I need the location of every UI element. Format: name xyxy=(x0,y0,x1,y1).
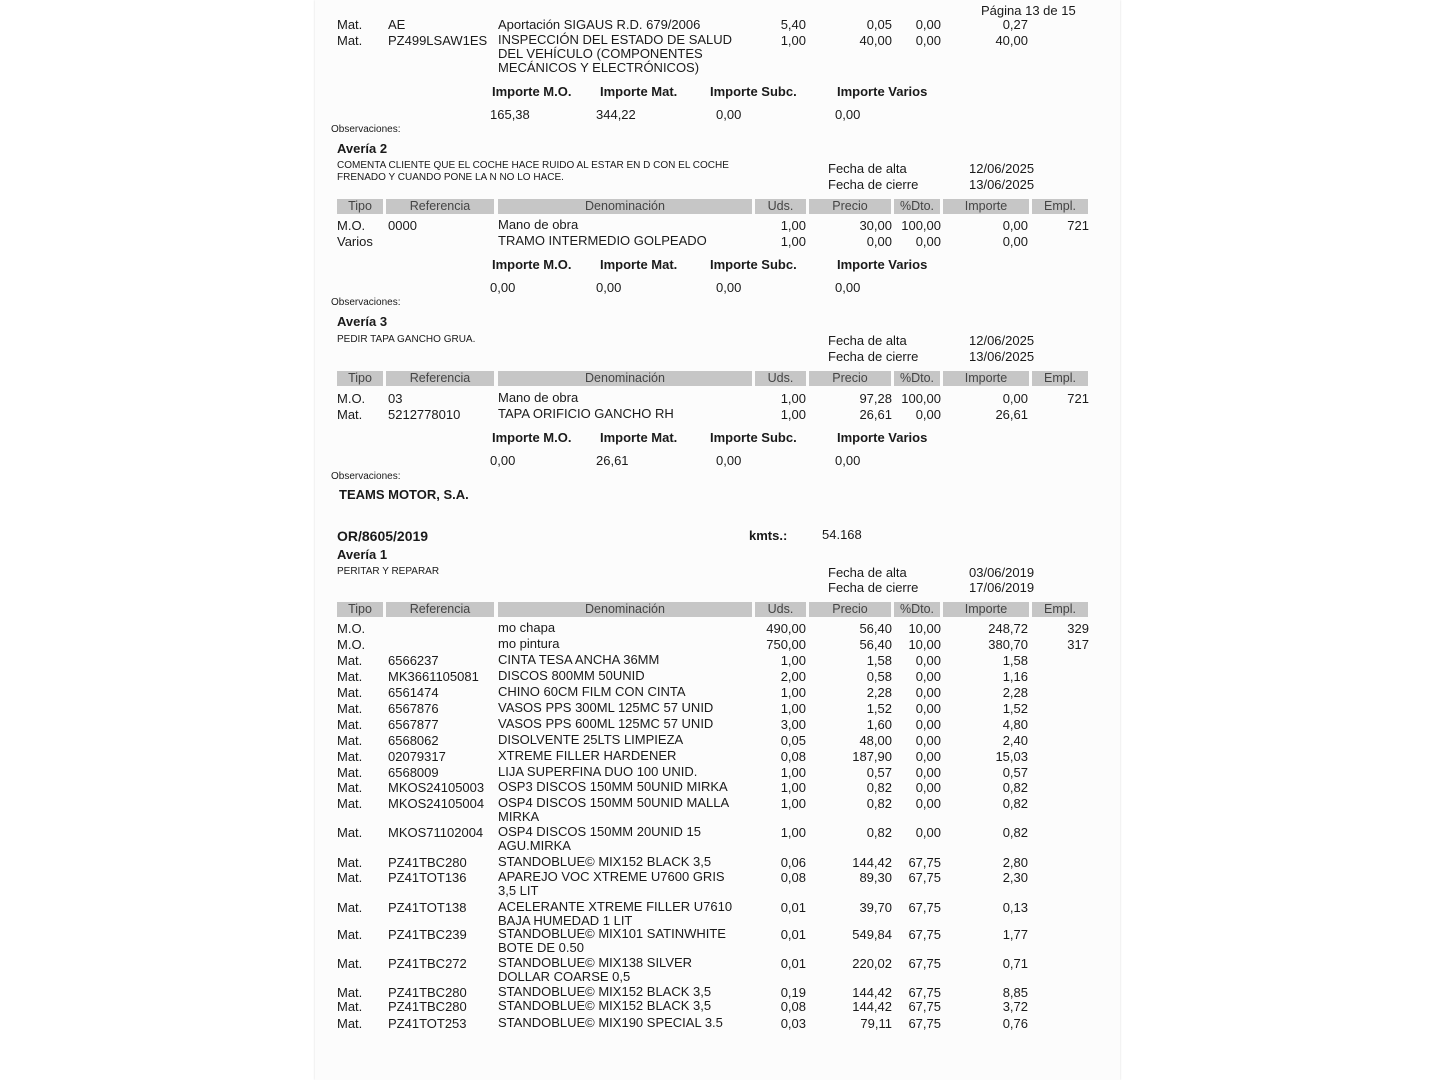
totals-varios-value: 0,00 xyxy=(835,453,861,468)
row-empl: 721 xyxy=(1067,218,1089,233)
row-uds: 0,01 xyxy=(780,900,806,915)
row-uds: 750,00 xyxy=(766,637,806,652)
row-uds: 1,00 xyxy=(780,825,806,840)
row-dto: 0,00 xyxy=(915,780,941,795)
row-uds: 0,01 xyxy=(780,956,806,971)
row-uds: 1,00 xyxy=(780,653,806,668)
row-empl: 329 xyxy=(1067,621,1089,636)
row-precio: 144,42 xyxy=(852,855,892,870)
totals-mo-value: 165,38 xyxy=(490,107,530,122)
row-tipo: Mat. xyxy=(337,796,363,811)
row-den: Aportación SIGAUS R.D. 679/2006 xyxy=(498,17,701,32)
row-den: APAREJO VOC XTREME U7600 GRIS 3,5 LIT xyxy=(498,869,725,898)
row-tipo: Mat. xyxy=(337,17,363,32)
row-importe: 26,61 xyxy=(995,407,1028,422)
row-dto: 0,00 xyxy=(915,701,941,716)
header-label-den: Denominación xyxy=(585,602,665,616)
row-importe: 1,58 xyxy=(1002,653,1028,668)
row-precio: 0,00 xyxy=(866,234,892,249)
row-dto: 67,75 xyxy=(908,870,941,885)
row-den: STANDOBLUE© MIX190 SPECIAL 3.5 xyxy=(498,1015,723,1030)
totals-varios-label: Importe Varios xyxy=(837,84,928,99)
row-tipo: Mat. xyxy=(337,780,363,795)
totals-subc-value: 0,00 xyxy=(716,107,742,122)
row-precio: 0,82 xyxy=(866,825,892,840)
averia-title: Avería 1 xyxy=(337,547,388,562)
fecha-alta-label: Fecha de alta xyxy=(828,333,907,348)
observaciones-label: Observaciones: xyxy=(331,124,401,135)
row-tipo: Mat. xyxy=(337,701,363,716)
fecha-cierre-value: 13/06/2025 xyxy=(969,177,1035,192)
row-tipo: Varios xyxy=(337,234,373,249)
row-dto: 0,00 xyxy=(915,653,941,668)
averia-title: Avería 2 xyxy=(337,141,388,156)
header-label-tipo: Tipo xyxy=(348,371,372,385)
fecha-alta-label: Fecha de alta xyxy=(828,161,907,176)
row-den: VASOS PPS 300ML 125MC 57 UNID xyxy=(498,700,714,715)
row-ref: 03 xyxy=(388,391,403,406)
row-dto: 67,75 xyxy=(908,985,941,1000)
row-importe: 0,82 xyxy=(1002,796,1028,811)
header-label-dto: %Dto. xyxy=(899,371,935,385)
row-uds: 1,00 xyxy=(780,218,806,233)
totals-mat-value: 26,61 xyxy=(596,453,629,468)
row-uds: 1,00 xyxy=(780,407,806,422)
row-dto: 0,00 xyxy=(915,17,941,32)
fecha-cierre-value: 17/06/2019 xyxy=(969,580,1035,595)
row-dto: 0,00 xyxy=(915,796,941,811)
row-importe: 1,52 xyxy=(1002,701,1028,716)
totals-varios-value: 0,00 xyxy=(835,107,861,122)
row-importe: 2,40 xyxy=(1002,733,1028,748)
row-importe: 0,13 xyxy=(1002,900,1028,915)
row-importe: 0,71 xyxy=(1002,956,1028,971)
fecha-cierre-label: Fecha de cierre xyxy=(828,349,919,364)
row-precio: 48,00 xyxy=(859,733,892,748)
row-dto: 67,75 xyxy=(908,927,941,942)
totals-mat-label: Importe Mat. xyxy=(600,430,678,445)
row-tipo: Mat. xyxy=(337,717,363,732)
row-precio: 56,40 xyxy=(859,621,892,636)
row-precio: 187,90 xyxy=(852,749,892,764)
header-label-ref: Referencia xyxy=(409,199,471,213)
totals-subc-label: Importe Subc. xyxy=(710,430,797,445)
row-den: LIJA SUPERFINA DUO 100 UNID. xyxy=(498,764,698,779)
row-den: STANDOBLUE© MIX101 SATINWHITE BOTE DE 0.50 xyxy=(498,926,726,955)
row-uds: 0,08 xyxy=(780,749,806,764)
row-tipo: M.O. xyxy=(337,218,366,233)
totals-varios-value: 0,00 xyxy=(835,280,861,295)
row-precio: 89,30 xyxy=(859,870,892,885)
row-den: Mano de obra xyxy=(498,390,579,405)
row-ref: PZ41TBC280 xyxy=(388,985,467,1000)
row-dto: 10,00 xyxy=(908,637,941,652)
row-dto: 0,00 xyxy=(915,749,941,764)
row-ref: 6567877 xyxy=(388,717,439,732)
row-tipo: Mat. xyxy=(337,653,363,668)
row-dto: 67,75 xyxy=(908,1016,941,1031)
row-uds: 2,00 xyxy=(780,669,806,684)
totals-varios-label: Importe Varios xyxy=(837,257,928,272)
row-den: mo chapa xyxy=(498,620,556,635)
row-tipo: M.O. xyxy=(337,391,366,406)
row-importe: 0,57 xyxy=(1002,765,1028,780)
row-uds: 1,00 xyxy=(780,701,806,716)
row-den: CINTA TESA ANCHA 36MM xyxy=(498,652,660,667)
averia-description: PEDIR TAPA GANCHO GRUA. xyxy=(337,334,476,345)
fecha-cierre-value: 13/06/2025 xyxy=(969,349,1035,364)
row-precio: 0,82 xyxy=(866,796,892,811)
row-precio: 0,82 xyxy=(866,780,892,795)
row-ref: 6566237 xyxy=(388,653,439,668)
row-tipo: Mat. xyxy=(337,985,363,1000)
row-den: STANDOBLUE© MIX138 SILVER DOLLAR COARSE 0,5 xyxy=(498,955,693,984)
row-den: STANDOBLUE© MIX152 BLACK 3,5 xyxy=(498,984,712,999)
row-dto: 0,00 xyxy=(915,685,941,700)
row-tipo: Mat. xyxy=(337,669,363,684)
row-importe: 1,16 xyxy=(1002,669,1028,684)
row-uds: 0,05 xyxy=(780,733,806,748)
header-label-importe: Importe xyxy=(964,602,1008,616)
averia-title: Avería 3 xyxy=(337,314,388,329)
row-den: INSPECCIÓN DEL ESTADO DE SALUD DEL VEHÍCULO (COMPONENTES MECÁNICOS Y ELECTRÓNICOS) xyxy=(498,32,733,75)
header-label-empl: Empl. xyxy=(1044,199,1076,213)
row-tipo: Mat. xyxy=(337,765,363,780)
row-ref: MKOS24105004 xyxy=(388,796,485,811)
row-importe: 380,70 xyxy=(988,637,1028,652)
totals-mo-label: Importe M.O. xyxy=(492,257,572,272)
row-ref: 02079317 xyxy=(388,749,446,764)
row-tipo: M.O. xyxy=(337,621,366,636)
row-den: mo pintura xyxy=(498,636,560,651)
header-label-importe: Importe xyxy=(964,371,1008,385)
row-precio: 549,84 xyxy=(852,927,892,942)
averia-description: COMENTA CLIENTE QUE EL COCHE HACE RUIDO AL ESTAR EN D CON EL COCHE FRENADO Y CUANDO PONE LA N NO LO HACE. xyxy=(337,160,729,183)
row-dto: 67,75 xyxy=(908,900,941,915)
row-uds: 0,19 xyxy=(780,985,806,1000)
row-ref: PZ41TBC280 xyxy=(388,855,467,870)
header-label-uds: Uds. xyxy=(767,371,794,385)
kmts-value: 54.168 xyxy=(822,527,862,542)
row-den: DISOLVENTE 25LTS LIMPIEZA xyxy=(498,732,684,747)
row-precio: 26,61 xyxy=(859,407,892,422)
row-ref: PZ41TBC239 xyxy=(388,927,467,942)
row-importe: 2,30 xyxy=(1002,870,1028,885)
row-den: ACELERANTE XTREME FILLER U7610 BAJA HUMEDAD 1 LIT xyxy=(498,899,733,928)
row-ref: PZ41TBC280 xyxy=(388,999,467,1014)
row-ref: PZ41TOT138 xyxy=(388,900,467,915)
row-ref: MKOS71102004 xyxy=(388,825,484,840)
row-ref: 0000 xyxy=(388,218,417,233)
row-precio: 220,02 xyxy=(852,956,892,971)
row-den: TRAMO INTERMEDIO GOLPEADO xyxy=(498,233,707,248)
row-empl: 317 xyxy=(1067,637,1089,652)
row-dto: 100,00 xyxy=(901,391,941,406)
row-dto: 67,75 xyxy=(908,855,941,870)
row-uds: 1,00 xyxy=(780,765,806,780)
row-ref: AE xyxy=(388,17,406,32)
row-uds: 1,00 xyxy=(780,391,806,406)
row-ref: PZ41TOT253 xyxy=(388,1016,467,1031)
header-label-den: Denominación xyxy=(585,199,665,213)
row-importe: 40,00 xyxy=(995,33,1028,48)
row-dto: 0,00 xyxy=(915,717,941,732)
row-importe: 248,72 xyxy=(988,621,1028,636)
row-uds: 490,00 xyxy=(766,621,806,636)
row-tipo: Mat. xyxy=(337,956,363,971)
row-dto: 0,00 xyxy=(915,669,941,684)
row-tipo: Mat. xyxy=(337,749,363,764)
row-uds: 0,08 xyxy=(780,870,806,885)
row-tipo: Mat. xyxy=(337,855,363,870)
header-label-empl: Empl. xyxy=(1044,602,1076,616)
row-ref: 6568062 xyxy=(388,733,439,748)
row-precio: 144,42 xyxy=(852,985,892,1000)
header-label-uds: Uds. xyxy=(767,602,794,616)
row-dto: 0,00 xyxy=(915,407,941,422)
row-precio: 2,28 xyxy=(866,685,892,700)
totals-mat-label: Importe Mat. xyxy=(600,257,678,272)
totals-subc-label: Importe Subc. xyxy=(710,84,797,99)
row-uds: 0,08 xyxy=(780,999,806,1014)
row-uds: 5,40 xyxy=(780,17,806,32)
row-ref: PZ41TBC272 xyxy=(388,956,467,971)
row-dto: 100,00 xyxy=(901,218,941,233)
header-label-dto: %Dto. xyxy=(899,602,935,616)
row-importe: 2,28 xyxy=(1002,685,1028,700)
row-ref: MKOS24105003 xyxy=(388,780,485,795)
row-dto: 0,00 xyxy=(915,234,941,249)
totals-mo-label: Importe M.O. xyxy=(492,84,572,99)
row-uds: 0,03 xyxy=(780,1016,806,1031)
row-uds: 1,00 xyxy=(780,685,806,700)
row-importe: 8,85 xyxy=(1002,985,1028,1000)
header-label-precio: Precio xyxy=(832,602,868,616)
row-importe: 0,00 xyxy=(1002,234,1028,249)
totals-mat-value: 0,00 xyxy=(596,280,622,295)
row-importe: 0,76 xyxy=(1002,1016,1028,1031)
row-dto: 67,75 xyxy=(908,999,941,1014)
row-uds: 1,00 xyxy=(780,33,806,48)
company-name: TEAMS MOTOR, S.A. xyxy=(339,487,469,502)
row-ref: 5212778010 xyxy=(388,407,461,422)
row-uds: 1,00 xyxy=(780,796,806,811)
row-importe: 2,80 xyxy=(1002,855,1028,870)
row-precio: 30,00 xyxy=(859,218,892,233)
row-dto: 0,00 xyxy=(915,765,941,780)
row-den: OSP4 DISCOS 150MM 50UNID MALLA MIRKA xyxy=(498,795,730,824)
row-precio: 40,00 xyxy=(859,33,892,48)
row-tipo: Mat. xyxy=(337,33,363,48)
row-ref: 6568009 xyxy=(388,765,439,780)
row-den: Mano de obra xyxy=(498,217,579,232)
row-ref: PZ41TOT136 xyxy=(388,870,467,885)
header-label-ref: Referencia xyxy=(409,602,471,616)
row-den: TAPA ORIFICIO GANCHO RH xyxy=(498,406,674,421)
row-den: DISCOS 800MM 50UNID xyxy=(498,668,645,683)
row-den: OSP3 DISCOS 150MM 50UNID MIRKA xyxy=(498,779,728,794)
totals-subc-value: 0,00 xyxy=(716,280,742,295)
row-ref: MK3661105081 xyxy=(388,669,479,684)
row-ref: 6561474 xyxy=(388,685,439,700)
row-tipo: Mat. xyxy=(337,825,363,840)
row-den: XTREME FILLER HARDENER xyxy=(498,748,677,763)
row-uds: 0,01 xyxy=(780,927,806,942)
row-uds: 1,00 xyxy=(780,234,806,249)
kmts-label: kmts.: xyxy=(749,528,788,543)
row-dto: 0,00 xyxy=(915,825,941,840)
fecha-cierre-label: Fecha de cierre xyxy=(828,177,919,192)
row-importe: 0,82 xyxy=(1002,825,1028,840)
row-den: OSP4 DISCOS 150MM 20UNID 15 AGU.MIRKA xyxy=(498,824,702,853)
fecha-alta-value: 12/06/2025 xyxy=(969,333,1035,348)
row-importe: 15,03 xyxy=(995,749,1028,764)
row-tipo: Mat. xyxy=(337,685,363,700)
row-tipo: Mat. xyxy=(337,999,363,1014)
header-label-tipo: Tipo xyxy=(348,199,372,213)
row-uds: 3,00 xyxy=(780,717,806,732)
row-tipo: Mat. xyxy=(337,733,363,748)
fecha-cierre-label: Fecha de cierre xyxy=(828,580,919,595)
header-label-uds: Uds. xyxy=(767,199,794,213)
row-tipo: Mat. xyxy=(337,927,363,942)
header-label-dto: %Dto. xyxy=(899,199,935,213)
row-empl: 721 xyxy=(1067,391,1089,406)
row-dto: 67,75 xyxy=(908,956,941,971)
row-den: STANDOBLUE© MIX152 BLACK 3,5 xyxy=(498,998,712,1013)
row-precio: 0,05 xyxy=(866,17,892,32)
row-precio: 39,70 xyxy=(859,900,892,915)
row-precio: 1,58 xyxy=(866,653,892,668)
totals-subc-label: Importe Subc. xyxy=(710,257,797,272)
header-label-ref: Referencia xyxy=(409,371,471,385)
fecha-alta-label: Fecha de alta xyxy=(828,565,907,580)
row-den: STANDOBLUE© MIX152 BLACK 3,5 xyxy=(498,854,712,869)
row-den: CHINO 60CM FILM CON CINTA xyxy=(498,684,686,699)
row-importe: 0,82 xyxy=(1002,780,1028,795)
row-ref: PZ499LSAW1ES xyxy=(388,33,488,48)
totals-varios-label: Importe Varios xyxy=(837,430,928,445)
totals-mo-value: 0,00 xyxy=(490,453,516,468)
row-dto: 10,00 xyxy=(908,621,941,636)
observaciones-label: Observaciones: xyxy=(331,297,401,308)
row-uds: 0,06 xyxy=(780,855,806,870)
totals-mat-value: 344,22 xyxy=(596,107,636,122)
row-tipo: Mat. xyxy=(337,1016,363,1031)
order-number: OR/8605/2019 xyxy=(337,528,429,544)
row-den: VASOS PPS 600ML 125MC 57 UNID xyxy=(498,716,714,731)
row-precio: 0,58 xyxy=(866,669,892,684)
row-importe: 0,00 xyxy=(1002,391,1028,406)
row-precio: 0,57 xyxy=(866,765,892,780)
averia-description: PERITAR Y REPARAR xyxy=(337,566,440,577)
row-precio: 79,11 xyxy=(860,1016,892,1031)
row-tipo: Mat. xyxy=(337,407,363,422)
header-label-precio: Precio xyxy=(832,371,868,385)
row-importe: 1,77 xyxy=(1002,927,1028,942)
row-precio: 144,42 xyxy=(852,999,892,1014)
row-tipo: Mat. xyxy=(337,870,363,885)
header-label-tipo: Tipo xyxy=(348,602,372,616)
row-ref: 6567876 xyxy=(388,701,439,716)
totals-subc-value: 0,00 xyxy=(716,453,742,468)
row-importe: 0,27 xyxy=(1002,17,1028,32)
totals-mat-label: Importe Mat. xyxy=(600,84,678,99)
row-precio: 1,60 xyxy=(866,717,892,732)
fecha-alta-value: 03/06/2019 xyxy=(969,565,1035,580)
row-dto: 0,00 xyxy=(915,733,941,748)
row-precio: 97,28 xyxy=(859,391,892,406)
totals-mo-label: Importe M.O. xyxy=(492,430,572,445)
totals-mo-value: 0,00 xyxy=(490,280,516,295)
header-label-importe: Importe xyxy=(964,199,1008,213)
page-number: Página 13 de 15 xyxy=(981,3,1076,18)
header-label-precio: Precio xyxy=(832,199,868,213)
header-label-den: Denominación xyxy=(585,371,665,385)
row-precio: 56,40 xyxy=(859,637,892,652)
row-importe: 4,80 xyxy=(1002,717,1028,732)
row-importe: 0,00 xyxy=(1002,218,1028,233)
fecha-alta-value: 12/06/2025 xyxy=(969,161,1035,176)
header-label-empl: Empl. xyxy=(1044,371,1076,385)
row-precio: 1,52 xyxy=(866,701,892,716)
row-importe: 3,72 xyxy=(1002,999,1028,1014)
observaciones-label: Observaciones: xyxy=(331,471,401,482)
row-tipo: M.O. xyxy=(337,637,366,652)
row-tipo: Mat. xyxy=(337,900,363,915)
row-uds: 1,00 xyxy=(780,780,806,795)
row-dto: 0,00 xyxy=(915,33,941,48)
